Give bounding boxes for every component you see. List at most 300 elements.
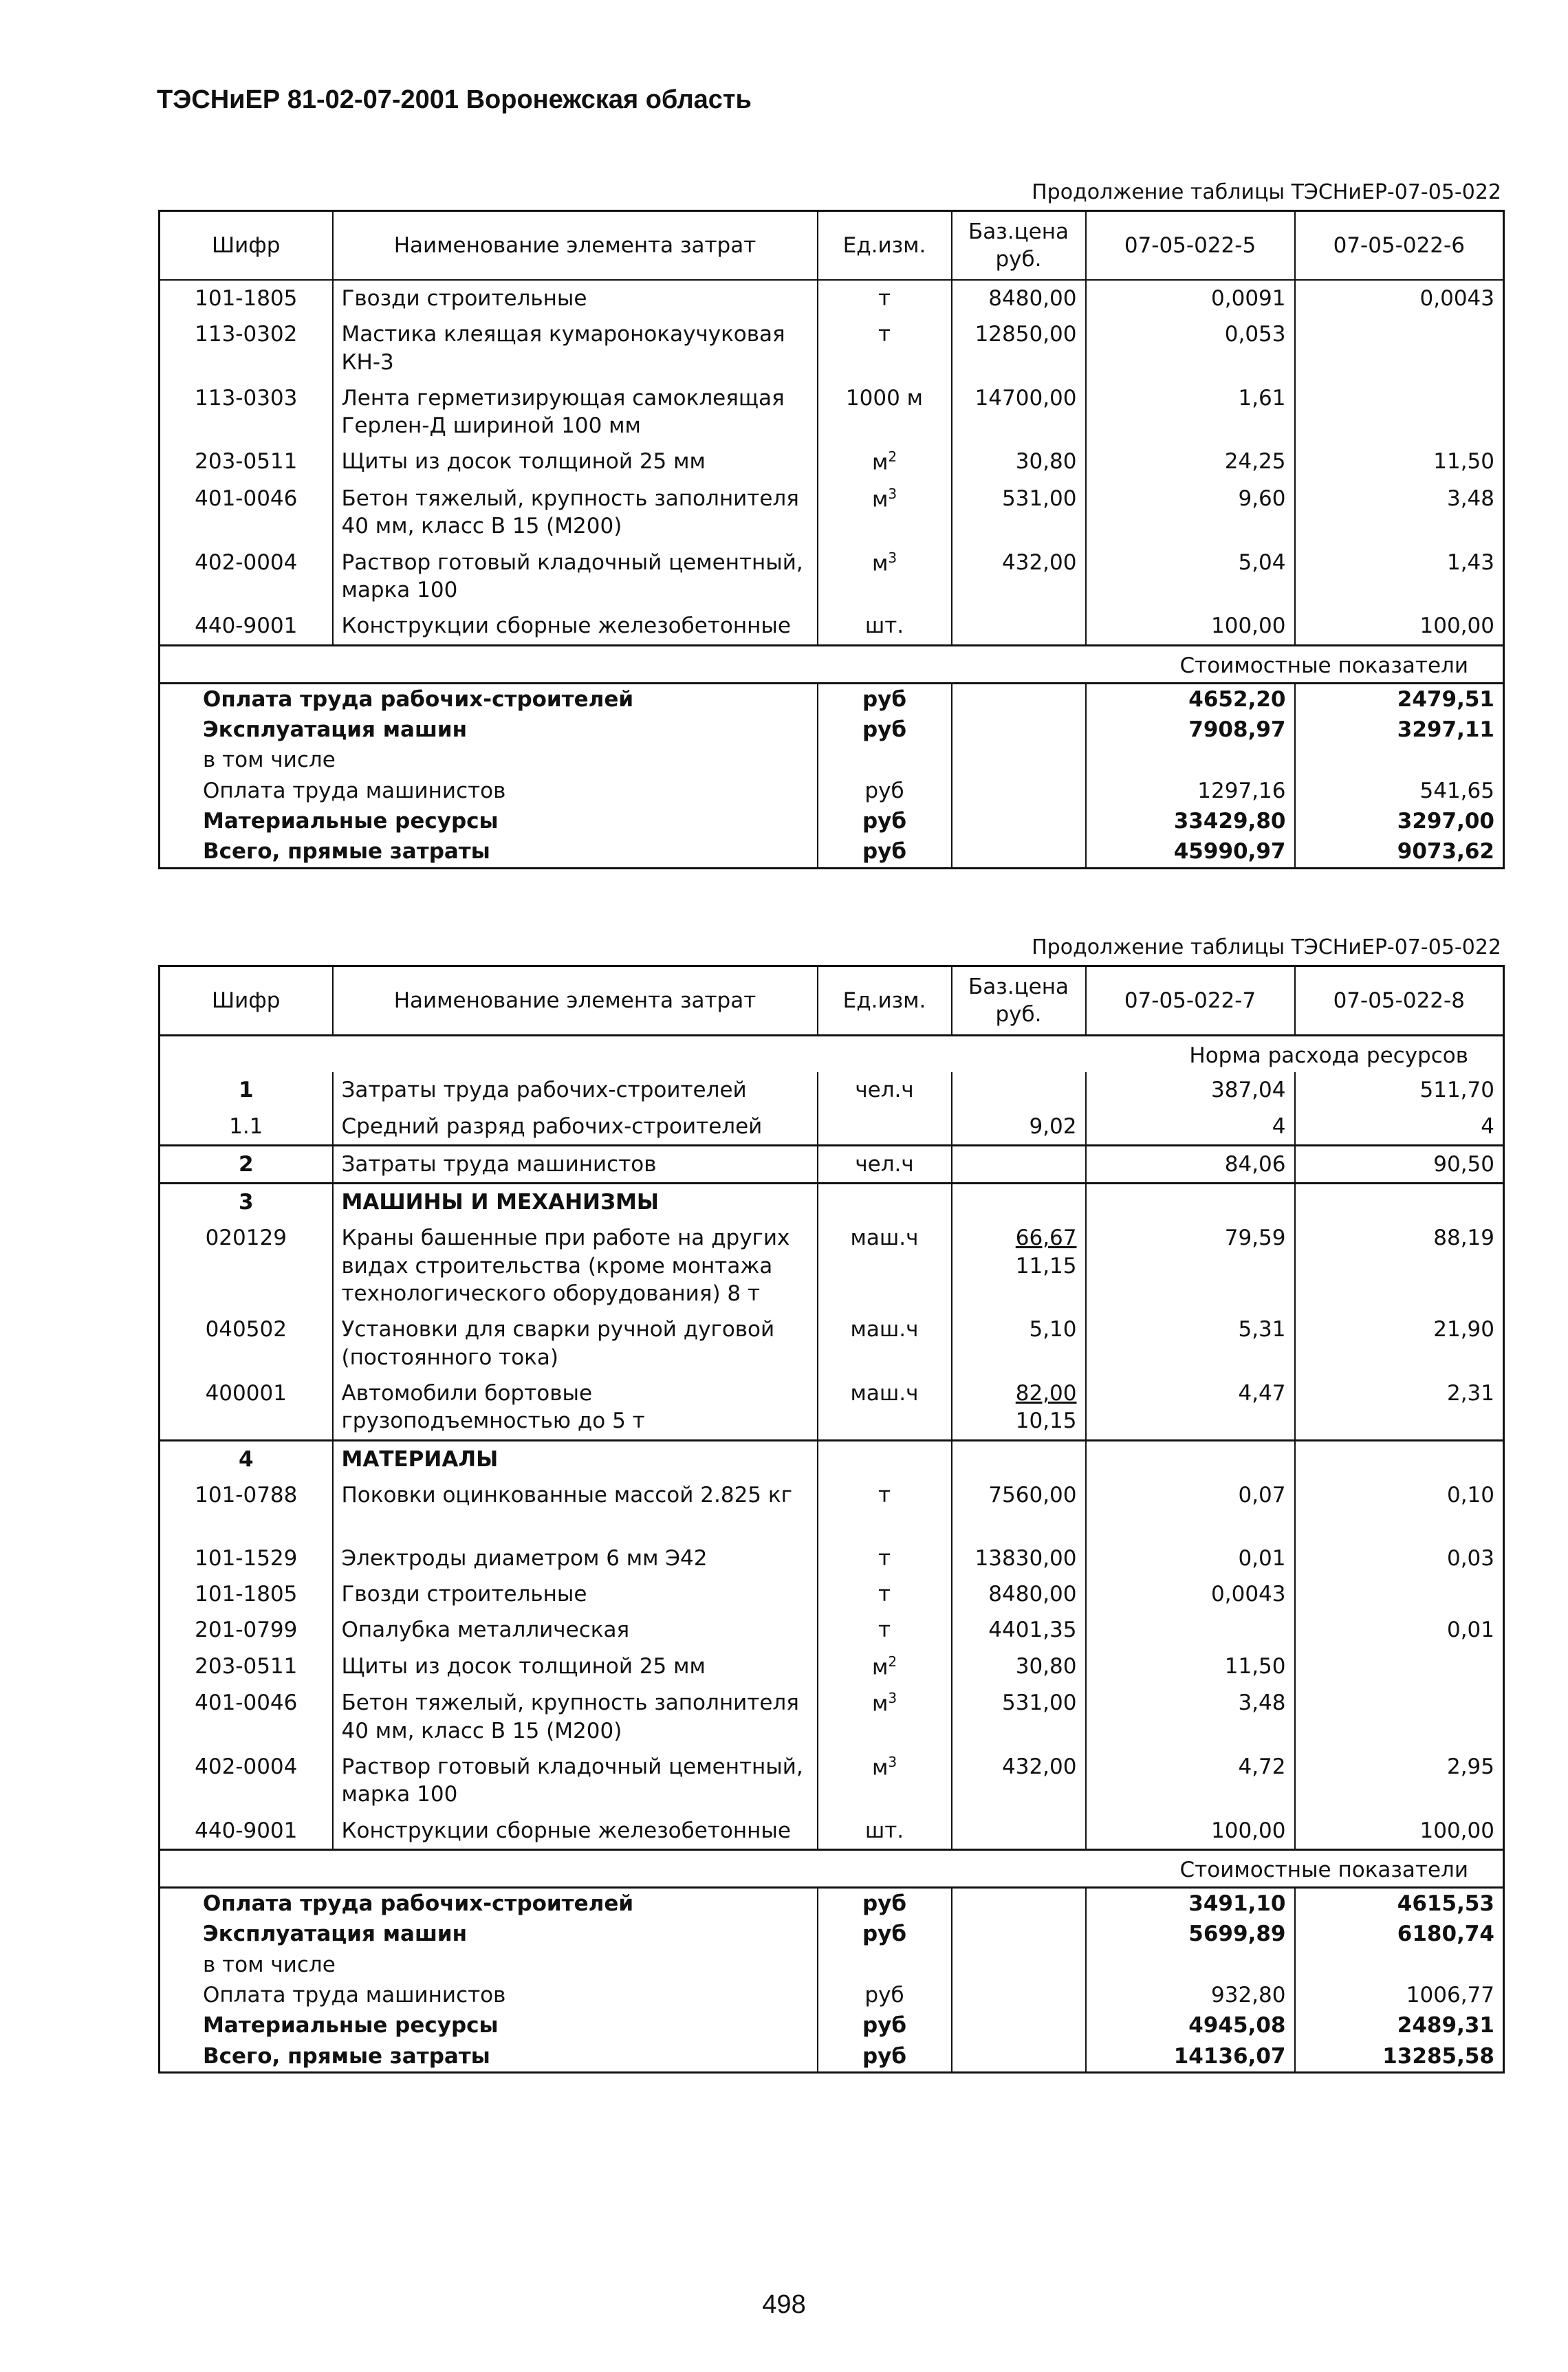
resource-name-cell: Бетон тяжелый, крупность заполнителя 40 мм, класс В 15 (М200) xyxy=(333,481,818,545)
base-price-cell xyxy=(952,1145,1086,1183)
cost-band-row xyxy=(160,645,1504,683)
resource-code-cell: 4 xyxy=(160,1440,333,1477)
column-header-norm-a: 07-05-022-5 xyxy=(1086,211,1295,281)
norm-a-cell xyxy=(1086,1440,1295,1477)
summary-b-cell: 13285,58 xyxy=(1295,2041,1504,2073)
summary-price-cell xyxy=(952,1888,1086,1919)
base-price-value: 5,10 xyxy=(1029,1317,1077,1342)
unit-cell xyxy=(818,1184,952,1221)
column-header-norm-a: 07-05-022-7 xyxy=(1086,966,1295,1036)
norm-a-cell: 100,00 xyxy=(1086,608,1295,645)
resource-code-cell: 400001 xyxy=(160,1375,333,1440)
unit-text: 1000 м xyxy=(845,385,924,411)
summary-b-cell: 3297,11 xyxy=(1295,715,1504,745)
norm-b-cell: 0,03 xyxy=(1295,1541,1504,1576)
norms-band-label: Норма расхода ресурсов xyxy=(160,1036,1504,1073)
norm-b-cell xyxy=(1295,380,1504,444)
unit-text: маш.ч xyxy=(850,1226,919,1251)
summary-b-cell: 541,65 xyxy=(1295,776,1504,806)
norm-b-cell xyxy=(1295,1184,1504,1221)
summary-price-cell xyxy=(952,2041,1086,2073)
summary-price-cell xyxy=(952,683,1086,715)
norm-b-cell: 4 xyxy=(1295,1109,1504,1146)
unit-exponent: 2 xyxy=(888,448,897,466)
column-header-unit: Ед.изм. xyxy=(818,211,952,281)
unit-cell xyxy=(818,1649,952,1686)
column-header-base-price xyxy=(952,211,1086,281)
resource-name-cell: Бетон тяжелый, крупность заполнителя 40 мм, класс В 15 (М200) xyxy=(333,1685,818,1749)
base-price-cell xyxy=(952,1312,1086,1375)
summary-unit-cell: руб xyxy=(818,2010,952,2041)
table-row xyxy=(160,1685,1504,1749)
summary-row xyxy=(160,1980,1504,2010)
norm-b-cell: 0,01 xyxy=(1295,1612,1504,1648)
summary-b-cell: 4615,53 xyxy=(1295,1888,1504,1919)
base-price-value: 8480,00 xyxy=(988,286,1077,311)
summary-b-cell: 3297,00 xyxy=(1295,806,1504,836)
table-row xyxy=(160,1072,1504,1108)
base-price-cell xyxy=(952,1184,1086,1221)
resource-code-cell: 402-0004 xyxy=(160,1749,333,1813)
cost-band-label: Стоимостные показатели xyxy=(160,645,1504,683)
summary-row xyxy=(160,2041,1504,2073)
summary-b-cell xyxy=(1295,745,1504,775)
summary-row xyxy=(160,2010,1504,2041)
resource-name-cell: МАТЕРИАЛЫ xyxy=(333,1440,818,1477)
table-row xyxy=(160,1749,1504,1813)
resource-name-cell: Гвозди строительные xyxy=(333,1576,818,1612)
summary-a-cell: 45990,97 xyxy=(1086,836,1295,868)
table-row xyxy=(160,280,1504,316)
resource-name-cell: Краны башенные при работе на других видах строительства (кроме монтажа технологического оборудования) 8 т xyxy=(333,1220,818,1312)
base-price-value: 7560,00 xyxy=(988,1482,1077,1508)
resource-code-cell: 3 xyxy=(160,1184,333,1221)
unit-text: т xyxy=(878,1582,891,1607)
unit-exponent: 2 xyxy=(888,1653,897,1670)
norm-a-cell: 4,47 xyxy=(1086,1375,1295,1440)
norm-a-cell: 11,50 xyxy=(1086,1649,1295,1686)
summary-unit-cell: руб xyxy=(818,776,952,806)
unit-text: чел.ч xyxy=(855,1151,914,1177)
summary-label-cell: Оплата труда машинистов xyxy=(160,1980,818,2010)
unit-exponent: 3 xyxy=(888,1690,897,1707)
unit-text: маш.ч xyxy=(850,1380,919,1406)
table2-continuation-caption: Продолжение таблицы ТЭСНиЕР-07-05-022 xyxy=(1032,935,1501,959)
table-row xyxy=(160,1477,1504,1541)
unit-cell xyxy=(818,444,952,481)
unit-cell xyxy=(818,1749,952,1813)
base-price-cell xyxy=(952,1477,1086,1541)
base-price-cell xyxy=(952,1072,1086,1108)
unit-cell xyxy=(818,1576,952,1612)
resource-code-cell: 401-0046 xyxy=(160,481,333,545)
resource-name-cell: Конструкции сборные железобетонные xyxy=(333,608,818,645)
resource-name-cell: Средний разряд рабочих-строителей xyxy=(333,1109,818,1146)
resource-code-cell: 113-0302 xyxy=(160,316,333,380)
norms-band-row xyxy=(160,1036,1504,1073)
summary-price-cell xyxy=(952,715,1086,745)
column-header-unit: Ед.изм. xyxy=(818,966,952,1036)
resource-name-cell: Щиты из досок толщиной 25 мм xyxy=(333,1649,818,1686)
table-row xyxy=(160,1220,1504,1312)
summary-a-cell: 5699,89 xyxy=(1086,1919,1295,1949)
base-price-value: 531,00 xyxy=(1002,1690,1077,1716)
resource-code-cell: 440-9001 xyxy=(160,608,333,645)
resource-name-cell: Мастика клеящая кумаронокаучуковая КН-3 xyxy=(333,316,818,380)
table-row xyxy=(160,1649,1504,1686)
resource-code-cell: 201-0799 xyxy=(160,1612,333,1648)
table1-body xyxy=(160,280,1504,868)
unit-text: м xyxy=(871,1655,889,1680)
summary-row xyxy=(160,715,1504,745)
resource-code-cell: 113-0303 xyxy=(160,380,333,444)
base-price-value: 82,00 xyxy=(1015,1380,1077,1406)
summary-unit-cell xyxy=(818,745,952,775)
summary-b-cell: 6180,74 xyxy=(1295,1919,1504,1949)
table-row xyxy=(160,1440,1504,1477)
unit-cell xyxy=(818,1541,952,1576)
summary-a-cell: 3491,10 xyxy=(1086,1888,1295,1919)
summary-b-cell xyxy=(1295,1950,1504,1980)
summary-label-cell: Материальные ресурсы xyxy=(160,806,818,836)
table-row xyxy=(160,1612,1504,1648)
norm-a-cell: 3,48 xyxy=(1086,1685,1295,1749)
norm-a-cell: 5,04 xyxy=(1086,545,1295,609)
resource-code-cell: 101-0788 xyxy=(160,1477,333,1541)
table-row xyxy=(160,316,1504,380)
unit-text: шт. xyxy=(864,1818,904,1843)
table-row xyxy=(160,545,1504,609)
resource-name-cell: Установки для сварки ручной дуговой (постоянного тока) xyxy=(333,1312,818,1375)
column-header-code: Шифр xyxy=(160,966,333,1036)
resource-name-cell: Щиты из досок толщиной 25 мм xyxy=(333,444,818,481)
unit-text: т xyxy=(878,1545,891,1571)
summary-a-cell: 1297,16 xyxy=(1086,776,1295,806)
resource-name-cell: МАШИНЫ И МЕХАНИЗМЫ xyxy=(333,1184,818,1221)
unit-cell xyxy=(818,1375,952,1440)
resource-code-cell: 1.1 xyxy=(160,1109,333,1146)
summary-unit-cell: руб xyxy=(818,715,952,745)
unit-text: м xyxy=(871,1691,889,1717)
page-number: 498 xyxy=(762,2290,806,2319)
base-price-value: 30,80 xyxy=(1015,1653,1077,1679)
summary-row xyxy=(160,745,1504,775)
unit-cell xyxy=(818,1685,952,1749)
norm-b-cell: 511,70 xyxy=(1295,1072,1504,1108)
base-price-cell xyxy=(952,608,1086,645)
base-price-line1: Баз.цена xyxy=(968,219,1069,244)
summary-row xyxy=(160,776,1504,806)
column-header-base-price xyxy=(952,966,1086,1036)
norm-b-cell: 90,50 xyxy=(1295,1145,1504,1183)
norm-b-cell: 100,00 xyxy=(1295,1813,1504,1850)
resource-code-cell: 101-1529 xyxy=(160,1541,333,1576)
base-price-cell xyxy=(952,545,1086,609)
unit-cell xyxy=(818,1612,952,1648)
summary-a-cell: 33429,80 xyxy=(1086,806,1295,836)
summary-label-cell: в том числе xyxy=(160,1950,818,1980)
base-price-line2: руб. xyxy=(995,1002,1042,1027)
summary-label-cell: Эксплуатация машин xyxy=(160,715,818,745)
resource-code-cell: 101-1805 xyxy=(160,280,333,316)
norm-a-cell: 4,72 xyxy=(1086,1749,1295,1813)
base-price-value: 432,00 xyxy=(1002,1754,1077,1779)
norm-b-cell xyxy=(1295,1685,1504,1749)
summary-unit-cell: руб xyxy=(818,806,952,836)
base-price-value: 13830,00 xyxy=(974,1545,1077,1571)
summary-b-cell: 2479,51 xyxy=(1295,683,1504,715)
norm-b-cell: 0,0043 xyxy=(1295,280,1504,316)
base-price-machinist-value: 10,15 xyxy=(1015,1408,1077,1434)
unit-cell xyxy=(818,1440,952,1477)
base-price-cell xyxy=(952,481,1086,545)
resource-code-cell: 203-0511 xyxy=(160,444,333,481)
column-header-name: Наименование элемента затрат xyxy=(333,211,818,281)
norm-a-cell: 24,25 xyxy=(1086,444,1295,481)
base-price-cell xyxy=(952,1685,1086,1749)
unit-cell xyxy=(818,380,952,444)
unit-text: т xyxy=(878,286,891,311)
unit-text: чел.ч xyxy=(855,1078,914,1103)
resource-name-cell: Затраты труда машинистов xyxy=(333,1145,818,1183)
table-row xyxy=(160,1109,1504,1146)
resource-name-cell: Конструкции сборные железобетонные xyxy=(333,1813,818,1850)
norm-a-cell xyxy=(1086,1184,1295,1221)
table1-continuation-caption: Продолжение таблицы ТЭСНиЕР-07-05-022 xyxy=(1032,180,1501,204)
base-price-value: 432,00 xyxy=(1002,550,1077,575)
resource-name-cell: Затраты труда рабочих-строителей xyxy=(333,1072,818,1108)
summary-price-cell xyxy=(952,776,1086,806)
base-price-value: 9,02 xyxy=(1029,1113,1077,1139)
summary-price-cell xyxy=(952,1980,1086,2010)
base-price-value: 531,00 xyxy=(1002,486,1077,512)
table-row xyxy=(160,1184,1504,1221)
base-price-value: 30,80 xyxy=(1015,449,1077,475)
summary-label-cell: Всего, прямые затраты xyxy=(160,2041,818,2073)
cost-band-label: Стоимостные показатели xyxy=(160,1849,1504,1887)
summary-a-cell: 932,80 xyxy=(1086,1980,1295,2010)
norm-a-cell: 9,60 xyxy=(1086,481,1295,545)
table-row xyxy=(160,444,1504,481)
base-price-line1: Баз.цена xyxy=(968,974,1069,999)
resource-code-cell: 1 xyxy=(160,1072,333,1108)
summary-b-cell: 2489,31 xyxy=(1295,2010,1504,2041)
unit-cell xyxy=(818,1145,952,1183)
resource-name-cell: Опалубка металлическая xyxy=(333,1612,818,1648)
norm-b-cell: 0,10 xyxy=(1295,1477,1504,1541)
table2-header-row xyxy=(160,966,1504,1036)
table-row xyxy=(160,1541,1504,1576)
summary-price-cell xyxy=(952,745,1086,775)
resource-code-cell: 401-0046 xyxy=(160,1685,333,1749)
summary-row xyxy=(160,1950,1504,1980)
resource-name-cell: Лента герметизирующая самоклеящая Герлен-Д шириной 100 мм xyxy=(333,380,818,444)
unit-text: т xyxy=(878,1618,891,1643)
summary-row xyxy=(160,683,1504,715)
unit-cell xyxy=(818,1072,952,1108)
summary-label-cell: в том числе xyxy=(160,745,818,775)
column-header-code: Шифр xyxy=(160,211,333,281)
table-row xyxy=(160,1813,1504,1850)
table2-body xyxy=(160,1036,1504,2073)
unit-cell xyxy=(818,1813,952,1850)
summary-label-cell: Оплата труда рабочих-строителей xyxy=(160,1888,818,1919)
summary-row xyxy=(160,1919,1504,1949)
norm-a-cell: 4 xyxy=(1086,1109,1295,1146)
norm-b-cell xyxy=(1295,1576,1504,1612)
page-title: ТЭСНиЕР 81-02-07-2001 Воронежская область xyxy=(157,85,752,114)
summary-a-cell: 4652,20 xyxy=(1086,683,1295,715)
summary-unit-cell xyxy=(818,1950,952,1980)
unit-cell xyxy=(818,608,952,645)
summary-label-cell: Оплата труда рабочих-строителей xyxy=(160,683,818,715)
summary-a-cell: 4945,08 xyxy=(1086,2010,1295,2041)
base-price-cell xyxy=(952,1576,1086,1612)
summary-price-cell xyxy=(952,806,1086,836)
base-price-cell xyxy=(952,1612,1086,1648)
table-row xyxy=(160,380,1504,444)
base-price-cell xyxy=(952,280,1086,316)
column-header-norm-b: 07-05-022-8 xyxy=(1295,966,1504,1036)
base-price-cell xyxy=(952,1649,1086,1686)
table2-resource-norms xyxy=(158,965,1505,2074)
norm-a-cell: 0,053 xyxy=(1086,316,1295,380)
summary-unit-cell: руб xyxy=(818,2041,952,2073)
summary-row xyxy=(160,806,1504,836)
base-price-cell xyxy=(952,1375,1086,1440)
norm-b-cell: 1,43 xyxy=(1295,545,1504,609)
base-price-value: 14700,00 xyxy=(974,385,1077,411)
unit-text: м xyxy=(871,487,889,512)
table-row xyxy=(160,481,1504,545)
table-row xyxy=(160,608,1504,645)
norm-a-cell xyxy=(1086,1612,1295,1648)
base-price-value: 4401,35 xyxy=(988,1618,1077,1643)
summary-price-cell xyxy=(952,2010,1086,2041)
norm-b-cell: 21,90 xyxy=(1295,1312,1504,1375)
summary-unit-cell: руб xyxy=(818,1980,952,2010)
unit-exponent: 3 xyxy=(888,1753,897,1770)
summary-b-cell: 1006,77 xyxy=(1295,1980,1504,2010)
norm-a-cell: 0,0043 xyxy=(1086,1576,1295,1612)
norm-a-cell: 0,0091 xyxy=(1086,280,1295,316)
summary-a-cell xyxy=(1086,1950,1295,1980)
base-price-value: 12850,00 xyxy=(974,322,1077,347)
resource-name-cell: Раствор готовый кладочный цементный, марка 100 xyxy=(333,1749,818,1813)
unit-text: м xyxy=(871,551,889,576)
norm-a-cell: 387,04 xyxy=(1086,1072,1295,1108)
resource-code-cell: 402-0004 xyxy=(160,545,333,609)
table-row xyxy=(160,1576,1504,1612)
resource-code-cell: 2 xyxy=(160,1145,333,1183)
base-price-cell xyxy=(952,1109,1086,1146)
summary-label-cell: Эксплуатация машин xyxy=(160,1919,818,1949)
unit-exponent: 3 xyxy=(888,549,897,566)
unit-text: маш.ч xyxy=(850,1317,919,1342)
base-price-machinist-value: 11,15 xyxy=(1015,1253,1077,1279)
norm-b-cell: 88,19 xyxy=(1295,1220,1504,1312)
summary-b-cell: 9073,62 xyxy=(1295,836,1504,868)
base-price-cell xyxy=(952,1749,1086,1813)
norm-b-cell xyxy=(1295,316,1504,380)
resource-name-cell: Автомобили бортовые грузоподъемностью до 5 т xyxy=(333,1375,818,1440)
resource-code-cell: 440-9001 xyxy=(160,1813,333,1850)
norm-a-cell: 0,07 xyxy=(1086,1477,1295,1541)
unit-exponent: 3 xyxy=(888,486,897,503)
unit-text: шт. xyxy=(864,613,904,639)
norm-a-cell: 100,00 xyxy=(1086,1813,1295,1850)
base-price-value: 8480,00 xyxy=(988,1582,1077,1607)
norm-b-cell: 2,95 xyxy=(1295,1749,1504,1813)
table1-header-row xyxy=(160,211,1504,281)
table-row xyxy=(160,1312,1504,1375)
base-price-cell xyxy=(952,1813,1086,1850)
summary-price-cell xyxy=(952,1950,1086,1980)
unit-text: м xyxy=(871,1755,889,1781)
summary-label-cell: Материальные ресурсы xyxy=(160,2010,818,2041)
summary-row xyxy=(160,1888,1504,1919)
unit-cell xyxy=(818,280,952,316)
unit-text: м xyxy=(871,450,889,475)
base-price-cell xyxy=(952,444,1086,481)
norm-b-cell: 2,31 xyxy=(1295,1375,1504,1440)
norm-b-cell xyxy=(1295,1440,1504,1477)
resource-name-cell: Гвозди строительные xyxy=(333,280,818,316)
norm-a-cell: 0,01 xyxy=(1086,1541,1295,1576)
resource-code-cell: 101-1805 xyxy=(160,1576,333,1612)
summary-a-cell xyxy=(1086,745,1295,775)
norm-b-cell xyxy=(1295,1649,1504,1686)
norm-b-cell: 11,50 xyxy=(1295,444,1504,481)
summary-unit-cell: руб xyxy=(818,683,952,715)
base-price-cell xyxy=(952,1440,1086,1477)
resource-code-cell: 020129 xyxy=(160,1220,333,1312)
summary-price-cell xyxy=(952,836,1086,868)
summary-a-cell: 7908,97 xyxy=(1086,715,1295,745)
summary-a-cell: 14136,07 xyxy=(1086,2041,1295,2073)
summary-unit-cell: руб xyxy=(818,1888,952,1919)
base-price-cell xyxy=(952,316,1086,380)
unit-cell xyxy=(818,481,952,545)
resource-code-cell: 203-0511 xyxy=(160,1649,333,1686)
summary-label-cell: Оплата труда машинистов xyxy=(160,776,818,806)
unit-text: т xyxy=(878,322,891,347)
column-header-name: Наименование элемента затрат xyxy=(333,966,818,1036)
summary-price-cell xyxy=(952,1919,1086,1949)
summary-row xyxy=(160,836,1504,868)
unit-cell xyxy=(818,1477,952,1541)
resource-code-cell: 040502 xyxy=(160,1312,333,1375)
unit-cell xyxy=(818,1220,952,1312)
table1-resource-norms xyxy=(158,210,1505,869)
resource-name-cell: Раствор готовый кладочный цементный, марка 100 xyxy=(333,545,818,609)
norm-a-cell: 1,61 xyxy=(1086,380,1295,444)
resource-name-cell: Поковки оцинкованные массой 2.825 кг xyxy=(333,1477,818,1541)
summary-label-cell: Всего, прямые затраты xyxy=(160,836,818,868)
base-price-cell xyxy=(952,1220,1086,1312)
cost-band-row xyxy=(160,1849,1504,1887)
table-row xyxy=(160,1145,1504,1183)
resource-name-cell: Электроды диаметром 6 мм Э42 xyxy=(333,1541,818,1576)
base-price-value: 66,67 xyxy=(1015,1226,1077,1251)
norm-b-cell: 3,48 xyxy=(1295,481,1504,545)
unit-text: т xyxy=(878,1482,891,1508)
base-price-cell xyxy=(952,380,1086,444)
summary-unit-cell: руб xyxy=(818,1919,952,1949)
base-price-cell xyxy=(952,1541,1086,1576)
unit-cell xyxy=(818,1109,952,1146)
table-row xyxy=(160,1375,1504,1440)
